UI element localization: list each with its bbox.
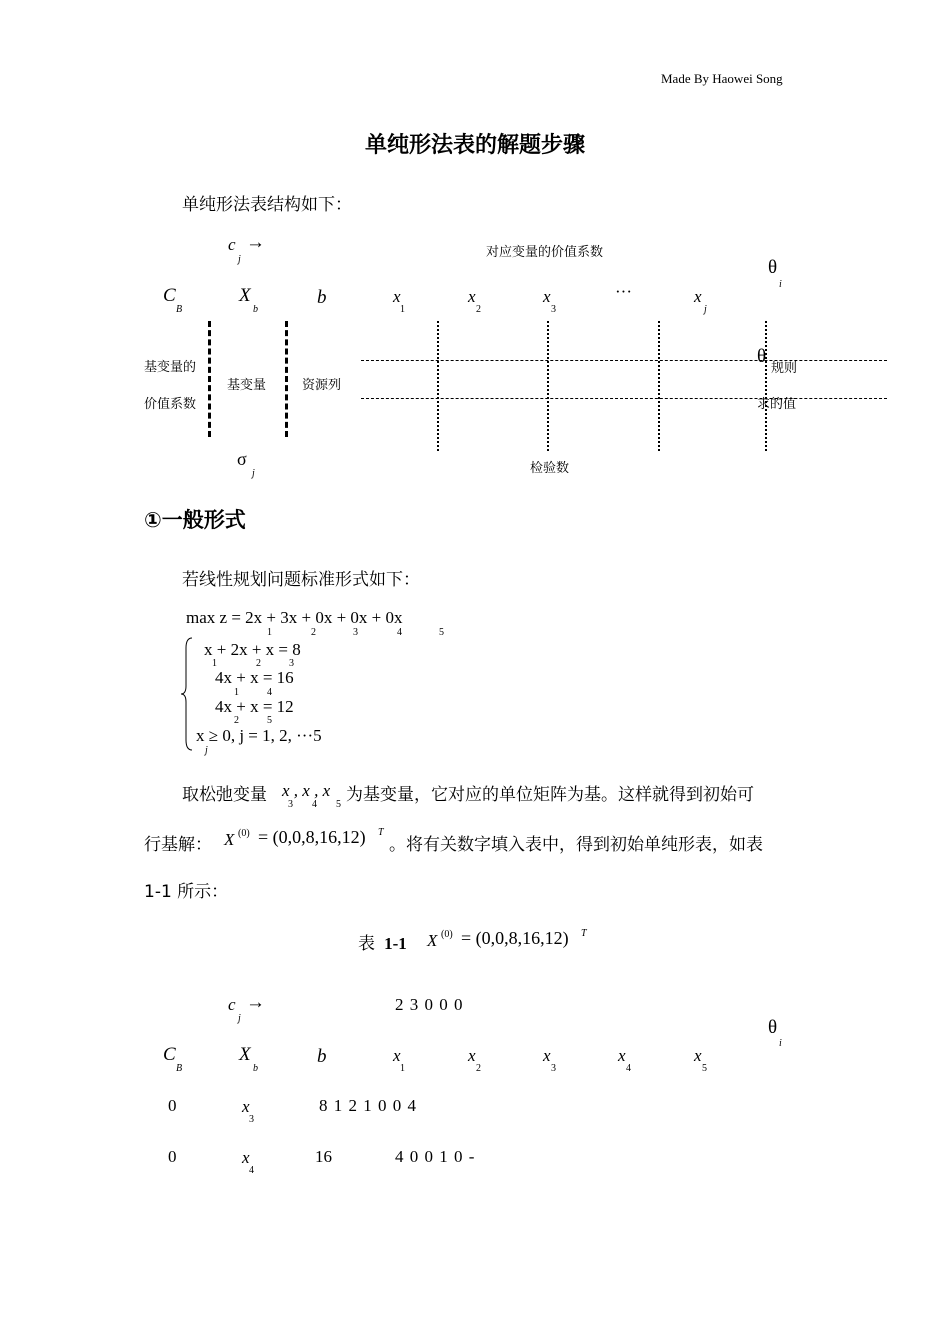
para2-sup: (0) — [238, 828, 250, 839]
tableau-x5: x — [694, 1046, 702, 1065]
cj-sub: j — [238, 254, 241, 265]
para2-b: 。将有关数字填入表中，得到初始单纯形表，如表 — [389, 835, 763, 855]
para1-vars: x , x , x — [282, 781, 331, 800]
para2-X: X — [224, 830, 235, 849]
objective-text: max z = 2x + 3x + 0x + 0x + 0x — [186, 608, 403, 627]
x2-label: x — [468, 287, 476, 306]
tableau-x3-sub: 3 — [551, 1063, 556, 1074]
tableau-cb: C — [163, 1044, 176, 1065]
cj-arrow: → — [246, 232, 265, 253]
xj-sub: j — [704, 304, 707, 315]
c3-sub-2: 5 — [267, 715, 272, 726]
col-divider-3 — [658, 321, 660, 451]
cj-label: c — [228, 235, 236, 254]
c3-sub-1: 2 — [234, 715, 239, 726]
basis-coeff-label-2: 价值系数 — [144, 397, 197, 412]
caption-prefix: 表 — [358, 934, 375, 954]
constraint-3: 4x + x = 12 — [215, 697, 294, 716]
para1-a: 取松弛变量 — [182, 785, 267, 805]
section-lead: 若线性规划问题标准形式如下： — [182, 570, 420, 590]
caption-sup: (0) — [441, 929, 453, 940]
page-title: 单纯形法表的解题步骤 — [364, 133, 585, 158]
ellipsis: ··· — [615, 282, 632, 301]
tableau-x1-sub: 1 — [400, 1063, 405, 1074]
col-divider-1 — [437, 321, 439, 451]
tableau-x5-sub: 5 — [702, 1063, 707, 1074]
para2-vector: = (0,0,8,16,12) — [258, 827, 366, 847]
price-coeff-label: 对应变量的价值系数 — [486, 245, 604, 260]
caption-T: T — [581, 928, 587, 939]
resource-label: 资源列 — [302, 378, 342, 393]
theta-sub: i — [779, 279, 782, 290]
para3: 1-1 所示： — [144, 882, 229, 902]
row1-cb: 0 — [168, 1096, 177, 1115]
x3-sub: 3 — [551, 304, 556, 315]
tableau-theta-sub: i — [779, 1038, 782, 1049]
c1-sub-1: 1 — [212, 658, 217, 669]
basis-var-label: 基变量 — [227, 378, 267, 393]
table-caption — [358, 929, 407, 954]
xb-sub: b — [253, 304, 258, 315]
xb-separator — [285, 321, 288, 437]
cj-values: 2 3 0 0 0 — [395, 995, 464, 1014]
row2-xb-sub: 4 — [249, 1165, 254, 1176]
obj-sub-1: 1 — [267, 627, 272, 638]
constraint-1: x + 2x + x = 8 — [204, 640, 301, 659]
tableau-xb: X — [239, 1044, 251, 1065]
para2-T: T — [378, 827, 384, 838]
constraint-4: x ≥ 0, j = 1, 2, ···5 — [196, 726, 322, 745]
cb-separator — [208, 321, 211, 437]
xj-label: x — [694, 287, 702, 306]
para2-a: 行基解： — [144, 835, 212, 855]
row2-cb: 0 — [168, 1147, 177, 1166]
tableau-x2: x — [468, 1046, 476, 1065]
basis-coeff-label-1: 基变量的 — [144, 360, 197, 375]
col-divider-4 — [765, 321, 767, 451]
tableau-cj-sub: j — [238, 1013, 241, 1024]
tableau-cj-arrow: → — [246, 992, 265, 1013]
cb-label: C — [163, 285, 176, 306]
theta-symbol: θ — [768, 257, 778, 278]
c1-sub-3: 3 — [289, 658, 294, 669]
c2-sub-1: 1 — [234, 687, 239, 698]
theta-inline: θ — [757, 346, 767, 367]
para1-sub-3: 5 — [336, 799, 341, 810]
section-heading: ①一般形式 — [144, 508, 246, 532]
intro-text: 单纯形法表结构如下： — [182, 195, 352, 215]
c2-sub-2: 4 — [267, 687, 272, 698]
x1-label: x — [393, 287, 401, 306]
header-credit: Made By Haowei Song — [661, 71, 783, 86]
obj-sub-4: 4 — [397, 627, 402, 638]
theta-rule-1: 规则 — [771, 361, 798, 376]
tableau-xb-sub: b — [253, 1063, 258, 1074]
caption-X: X — [427, 931, 438, 950]
x3-label: x — [543, 287, 551, 306]
row-line-top — [361, 360, 887, 361]
tableau-b: b — [317, 1046, 327, 1067]
row2-b: 16 — [315, 1147, 332, 1166]
constraint-2: 4x + x = 16 — [215, 668, 294, 687]
constraint-brace — [180, 636, 194, 752]
tableau-x2-sub: 2 — [476, 1063, 481, 1074]
check-number-label: 检验数 — [530, 461, 570, 476]
tableau-cj: c — [228, 995, 236, 1014]
row-line-bottom — [361, 398, 887, 399]
row2-xb: x — [242, 1148, 250, 1167]
cb-sub: B — [176, 304, 183, 315]
col-divider-2 — [547, 321, 549, 451]
c4-sub-1: j — [205, 745, 208, 756]
row1-xb-sub: 3 — [249, 1114, 254, 1125]
theta-rule-2: 求的值 — [757, 397, 797, 412]
tableau-theta: θ — [768, 1017, 778, 1038]
obj-sub-2: 2 — [311, 627, 316, 638]
sigma-sub: j — [252, 468, 255, 479]
tableau-x4: x — [618, 1046, 626, 1065]
para1-b: 为基变量，它对应的单位矩阵为基。这样就得到初始可 — [346, 785, 754, 805]
row2-values: 4 0 0 1 0 - — [395, 1147, 476, 1166]
tableau-cb-sub: B — [176, 1063, 183, 1074]
x2-sub: 2 — [476, 304, 481, 315]
tableau-x4-sub: 4 — [626, 1063, 631, 1074]
xb-label: X — [239, 285, 251, 306]
tableau-x1: x — [393, 1046, 401, 1065]
sigma-symbol: σ — [237, 449, 247, 469]
caption-vector: = (0,0,8,16,12) — [461, 928, 569, 948]
obj-sub-5: 5 — [439, 627, 444, 638]
objective-function — [186, 608, 403, 628]
obj-sub-3: 3 — [353, 627, 358, 638]
para1-sub-1: 3 — [288, 799, 293, 810]
row1-xb: x — [242, 1097, 250, 1116]
tableau-x3: x — [543, 1046, 551, 1065]
caption-num: 1-1 — [384, 934, 407, 953]
para1-sub-2: 4 — [312, 799, 317, 810]
row1-values: 8 1 2 1 0 0 4 — [319, 1096, 417, 1115]
c1-sub-2: 2 — [256, 658, 261, 669]
b-label: b — [317, 287, 327, 308]
x1-sub: 1 — [400, 304, 405, 315]
